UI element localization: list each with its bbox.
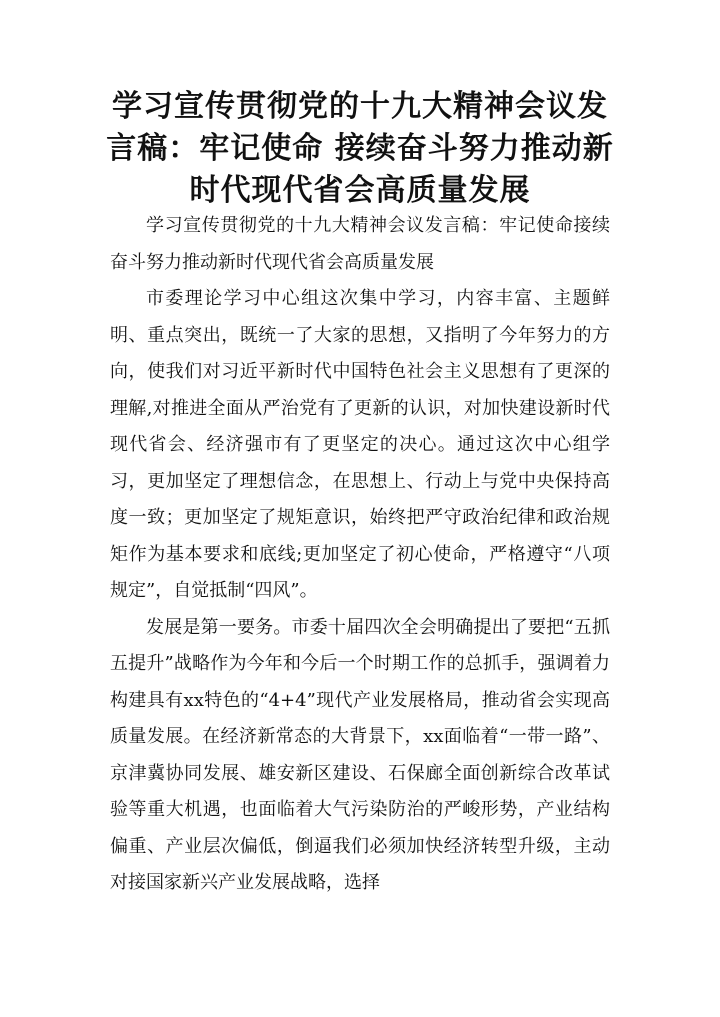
document-title: 学习宣传贯彻党的十九大精神会议发言稿：牢记使命 接续奋斗努力推动新时代现代省会高质量发展 (106, 89, 614, 208)
paragraph-study-summary: 市委理论学习中心组这次集中学习，内容丰富、主题鲜明、重点突出，既统一了大家的思想，又指明了今年努力的方向，使我们对习近平新时代中国特色社会主义思想有了更深的理解,对推进全面从严治党有了更新的认识，对加快建设新时代现代省会、经济强市有了更坚定的决心。通过这次中心组学习，更加坚定了理想信念，在思想上、行动上与党中央保持高度一致；更加坚定了规矩意识，始终把严守政治纪律和政治规矩作为基本要求和底线;更加坚定了初心使命，严格遵守“八项规定”，自觉抵制“四风”。 (110, 288, 610, 601)
paragraph-development: 发展是第一要务。市委十届四次全会明确提出了要把“五抓五提升”战略作为今年和今后一个时期工作的总抓手，强调着力构建具有xx特色的“4+4”现代产业发展格局，推动省会实现高质量发展。在经济新常态的大背景下，xx面临着“一带一路”、京津冀协同发展、雄安新区建设、石保廊全面创新综合改革试验等重大机遇，也面临着大气污染防治的严峻形势，产业结构偏重、产业层次偏低，倒逼我们必须加快经济转型升级，主动对接国家新兴产业发展战略，选择 (110, 616, 610, 893)
paragraph-intro: 学习宣传贯彻党的十九大精神会议发言稿：牢记使命接续奋斗努力推动新时代现代省会高质量发展 (110, 215, 610, 273)
document-body (110, 208, 610, 902)
